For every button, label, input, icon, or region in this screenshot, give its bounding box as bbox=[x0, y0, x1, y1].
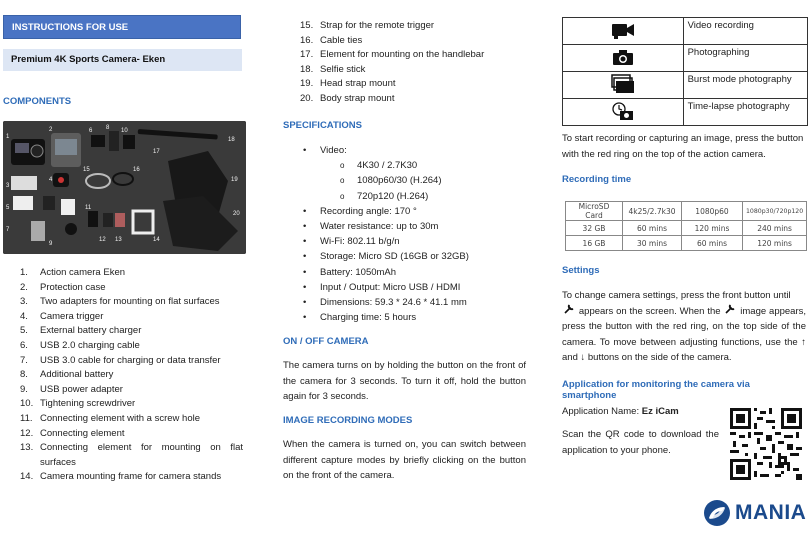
video-camera-icon bbox=[563, 18, 684, 45]
mode-row bbox=[563, 45, 808, 72]
photo-num-13: 13 bbox=[115, 237, 122, 243]
component-item: 14. Camera mounting frame for camera stands bbox=[20, 471, 222, 483]
table-cell: 16 GB bbox=[566, 236, 623, 251]
components-heading: COMPONENTS bbox=[3, 96, 72, 107]
table-header-cell: MicroSD Card bbox=[566, 202, 623, 221]
photo-camera-icon bbox=[563, 45, 684, 72]
photo-num-1: 1 bbox=[6, 134, 10, 140]
photo-num-18: 18 bbox=[228, 137, 235, 143]
components-list bbox=[3, 266, 243, 485]
photo-num-10: 10 bbox=[121, 128, 128, 134]
component-item: 1. Action camera Eken bbox=[20, 267, 126, 278]
table-cell: 32 GB bbox=[566, 221, 623, 236]
video-mode-item: o 1080p60/30 (H.264) bbox=[283, 173, 528, 188]
table-cell: 240 mins bbox=[743, 221, 807, 236]
settings-text-4: press the button with the red ring, on the top side of the camera. To move between adjusting functions, use the ↑ bbox=[562, 321, 806, 348]
component-item: 13. Connecting element for mounting on flat surfaces bbox=[20, 442, 243, 468]
table-header-cell: 1080p30/720p120 bbox=[743, 202, 807, 221]
photo-num-8: 8 bbox=[106, 125, 110, 131]
component-item: 9. USB power adapter bbox=[20, 383, 123, 395]
component-item: 10. Tightening screwdriver bbox=[20, 398, 136, 410]
component-item: 4. Camera trigger bbox=[20, 310, 104, 322]
spec-item: • Recording angle: 170 ° bbox=[283, 204, 528, 219]
spec-item: • Battery: 1050mAh bbox=[283, 265, 528, 280]
spec-item: • Storage: Micro SD (16GB or 32GB) bbox=[283, 249, 528, 264]
component-item: 18. Selfie stick bbox=[300, 63, 366, 75]
photo-num-3: 3 bbox=[6, 183, 10, 189]
photo-num-17: 17 bbox=[153, 149, 160, 155]
photo-num-2: 2 bbox=[49, 127, 53, 133]
table-row bbox=[566, 221, 807, 236]
specifications-list bbox=[283, 143, 528, 325]
specifications-heading: SPECIFICATIONS bbox=[283, 120, 362, 131]
component-item: 15. Strap for the remote trigger bbox=[300, 20, 435, 31]
mania-logo-icon bbox=[703, 499, 733, 527]
settings-text-3: image appears, bbox=[740, 305, 806, 317]
settings-text-5: and ↓ buttons on the side of the camera. bbox=[562, 352, 732, 363]
spec-item: • Water resistance: up to 30m bbox=[283, 219, 528, 234]
table-header-cell: 1080p60 bbox=[682, 202, 743, 221]
app-heading: Application for monitoring the camera via smartphone bbox=[562, 379, 750, 401]
settings-text bbox=[562, 288, 806, 366]
spec-item: • Wi-Fi: 802.11 b/g/n bbox=[283, 234, 528, 249]
spec-item: • Dimensions: 59.3 * 24.6 * 41.1 mm bbox=[283, 295, 528, 310]
table-header-cell: 4k25/2.7k30 bbox=[623, 202, 682, 221]
image-modes-heading: IMAGE RECORDING MODES bbox=[283, 415, 413, 426]
wrench-icon bbox=[562, 304, 576, 320]
app-name-line bbox=[562, 404, 679, 420]
qr-code[interactable] bbox=[730, 408, 802, 480]
mode-label: Time-lapse photography bbox=[683, 99, 807, 126]
photo-num-16: 16 bbox=[133, 167, 140, 173]
component-item: 2. Protection case bbox=[20, 281, 106, 293]
components-photo-illustration bbox=[3, 121, 246, 254]
photo-num-14: 14 bbox=[153, 237, 160, 243]
recording-time-heading: Recording time bbox=[562, 174, 632, 185]
settings-text-1: To change camera settings, press the front button until bbox=[562, 290, 791, 301]
table-cell: 60 mins bbox=[682, 236, 743, 251]
component-item: 3. Two adapters for mounting on flat surfaces bbox=[20, 296, 220, 308]
component-item: 5. External battery charger bbox=[20, 325, 142, 337]
mode-label: Burst mode photography bbox=[683, 72, 807, 99]
component-item: 7. USB 3.0 cable for charging or data transfer bbox=[20, 354, 221, 366]
capture-modes-table bbox=[562, 17, 808, 126]
photo-num-11: 11 bbox=[85, 205, 92, 211]
photo-num-4: 4 bbox=[49, 177, 53, 183]
table-cell: 120 mins bbox=[743, 236, 807, 251]
burst-mode-icon bbox=[563, 72, 684, 99]
product-title: Premium 4K Sports Camera- Eken bbox=[3, 49, 242, 71]
instructions-header: INSTRUCTIONS FOR USE bbox=[3, 15, 241, 39]
mode-row bbox=[563, 18, 808, 45]
mode-label: Video recording bbox=[683, 18, 807, 45]
video-mode-item: o 4K30 / 2.7K30 bbox=[283, 158, 528, 173]
video-mode-item: o 720p120 (H.264) bbox=[283, 189, 528, 204]
settings-text-2: appears on the screen. When the bbox=[578, 305, 721, 317]
on-off-heading: ON / OFF CAMERA bbox=[283, 336, 369, 347]
mania-logo-text: MANIA bbox=[735, 501, 807, 524]
component-item: 20. Body strap mount bbox=[300, 92, 395, 104]
wrench-icon bbox=[723, 304, 737, 320]
spec-item: • Input / Output: Micro USB / HDMI bbox=[283, 280, 528, 295]
app-name-value: Ez iCam bbox=[641, 406, 679, 417]
recording-start-text: To start recording or capturing an image, press the button with the red ring on the top of the action camera. bbox=[562, 133, 804, 160]
components-list-continued bbox=[283, 19, 523, 107]
settings-heading: Settings bbox=[562, 265, 600, 276]
component-item: 11. Connecting element with a screw hole bbox=[20, 412, 201, 424]
scan-text: Scan the QR code to download the application to your phone. bbox=[562, 429, 719, 456]
mode-label: Photographing bbox=[683, 45, 807, 72]
photo-num-9: 9 bbox=[49, 241, 53, 247]
mania-logo bbox=[703, 498, 806, 528]
table-row bbox=[566, 236, 807, 251]
component-item: 8. Additional battery bbox=[20, 369, 114, 381]
components-photo bbox=[3, 121, 246, 254]
mode-row bbox=[563, 99, 808, 126]
spec-item: • Charging time: 5 hours bbox=[283, 310, 528, 325]
timelapse-icon bbox=[563, 99, 684, 126]
table-cell: 30 mins bbox=[623, 236, 682, 251]
on-off-text: The camera turns on by holding the button on the front of the camera for 3 seconds. To turn it off, hold the button again for 3 seconds. bbox=[283, 360, 526, 402]
component-item: 19. Head strap mount bbox=[300, 78, 396, 90]
app-name-label: Application Name: bbox=[562, 406, 640, 417]
photo-num-6: 6 bbox=[89, 128, 93, 134]
component-item: 17. Element for mounting on the handlebar bbox=[300, 49, 485, 61]
photo-num-7: 7 bbox=[6, 227, 10, 233]
table-header-row bbox=[566, 202, 807, 221]
mode-row bbox=[563, 72, 808, 99]
spec-item-video: • Video: bbox=[283, 143, 528, 158]
component-item: 12. Connecting element bbox=[20, 427, 125, 439]
photo-num-20: 20 bbox=[233, 211, 240, 217]
photo-num-19: 19 bbox=[231, 177, 238, 183]
photo-num-5: 5 bbox=[6, 205, 10, 211]
component-item: 16. Cable ties bbox=[300, 34, 363, 46]
component-item: 6. USB 2.0 charging cable bbox=[20, 339, 140, 351]
table-cell: 60 mins bbox=[623, 221, 682, 236]
table-cell: 120 mins bbox=[682, 221, 743, 236]
recording-time-table bbox=[565, 201, 807, 251]
photo-num-12: 12 bbox=[99, 237, 106, 243]
image-modes-text: When the camera is turned on, you can switch between different capture modes by briefly clicking on the button on the front of the camera. bbox=[283, 439, 526, 481]
photo-num-15: 15 bbox=[83, 167, 90, 173]
